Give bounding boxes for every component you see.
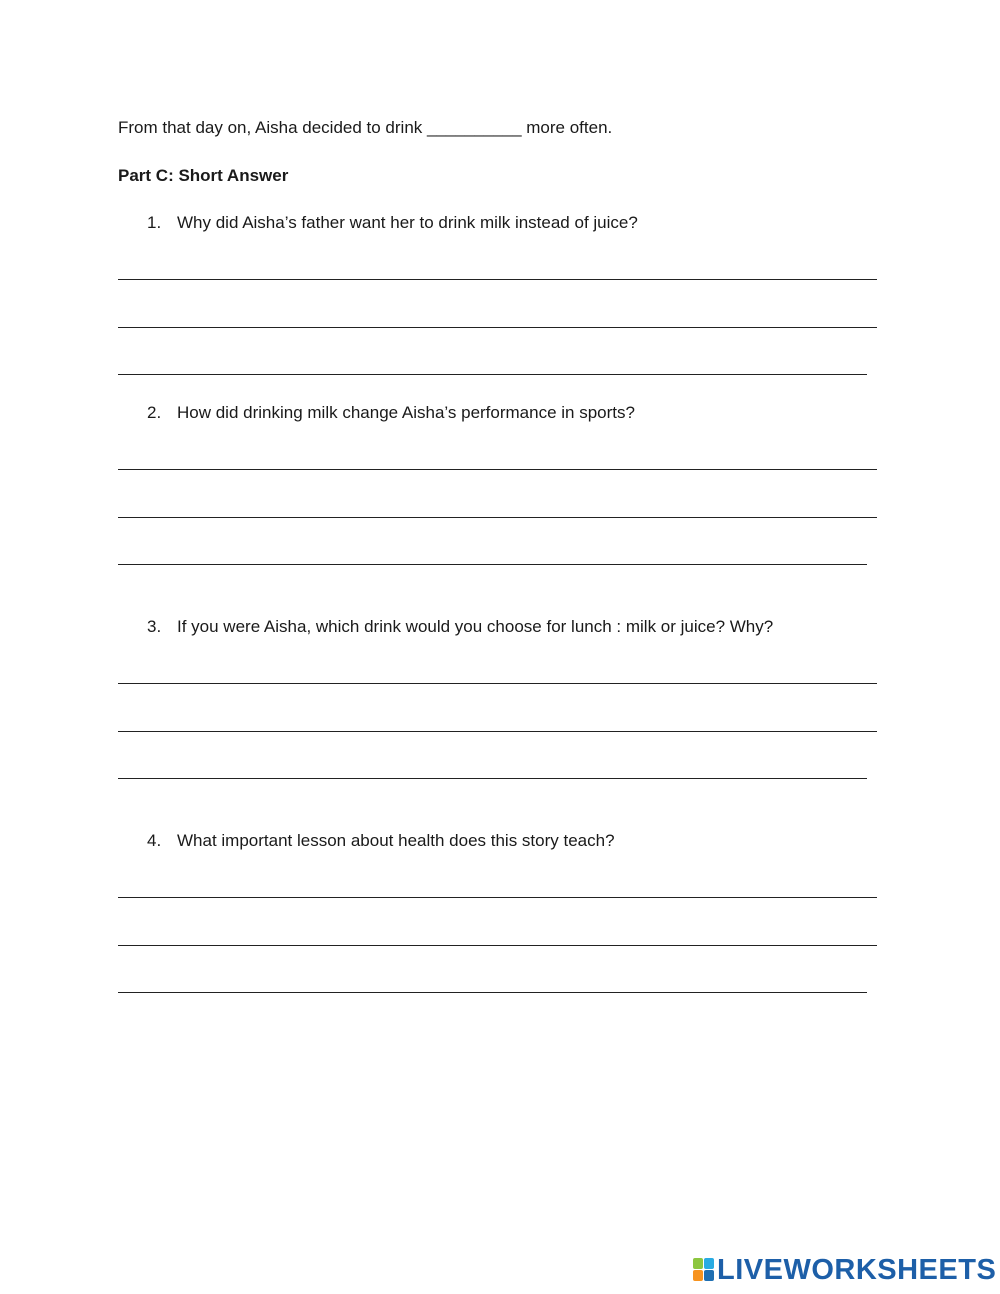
question-2 — [147, 403, 635, 423]
question-number: 1. — [147, 213, 162, 232]
section-heading: Part C: Short Answer — [118, 166, 289, 185]
question-text: What important lesson about health does this story teach? — [177, 831, 615, 850]
answer-line-4c[interactable] — [118, 992, 867, 993]
liveworksheets-logo-icon — [693, 1258, 715, 1282]
answer-line-3c[interactable] — [118, 778, 867, 779]
answer-line-2a[interactable] — [118, 469, 877, 470]
answer-line-1a[interactable] — [118, 279, 877, 280]
answer-line-3a[interactable] — [118, 683, 877, 684]
question-4 — [147, 831, 615, 851]
question-number: 4. — [147, 831, 162, 850]
answer-line-4b[interactable] — [118, 945, 877, 946]
logo-wordmark: LIVEWORKSHEETS — [717, 1254, 997, 1286]
liveworksheets-logo — [693, 1256, 996, 1284]
question-1 — [147, 213, 638, 233]
intro-sentence: From that day on, Aisha decided to drink __________ more often. — [118, 118, 613, 137]
answer-line-2b[interactable] — [118, 517, 877, 518]
question-number: 2. — [147, 403, 162, 422]
answer-line-1b[interactable] — [118, 327, 877, 328]
question-text: If you were Aisha, which drink would you choose for lunch : milk or juice? Why? — [177, 617, 774, 636]
answer-line-3b[interactable] — [118, 731, 877, 732]
question-text: Why did Aisha’s father want her to drink milk instead of juice? — [177, 213, 638, 232]
answer-line-1c[interactable] — [118, 374, 867, 375]
question-text: How did drinking milk change Aisha’s performance in sports? — [177, 403, 635, 422]
answer-line-2c[interactable] — [118, 564, 867, 565]
question-number: 3. — [147, 617, 162, 636]
answer-line-4a[interactable] — [118, 897, 877, 898]
question-3 — [147, 617, 773, 637]
